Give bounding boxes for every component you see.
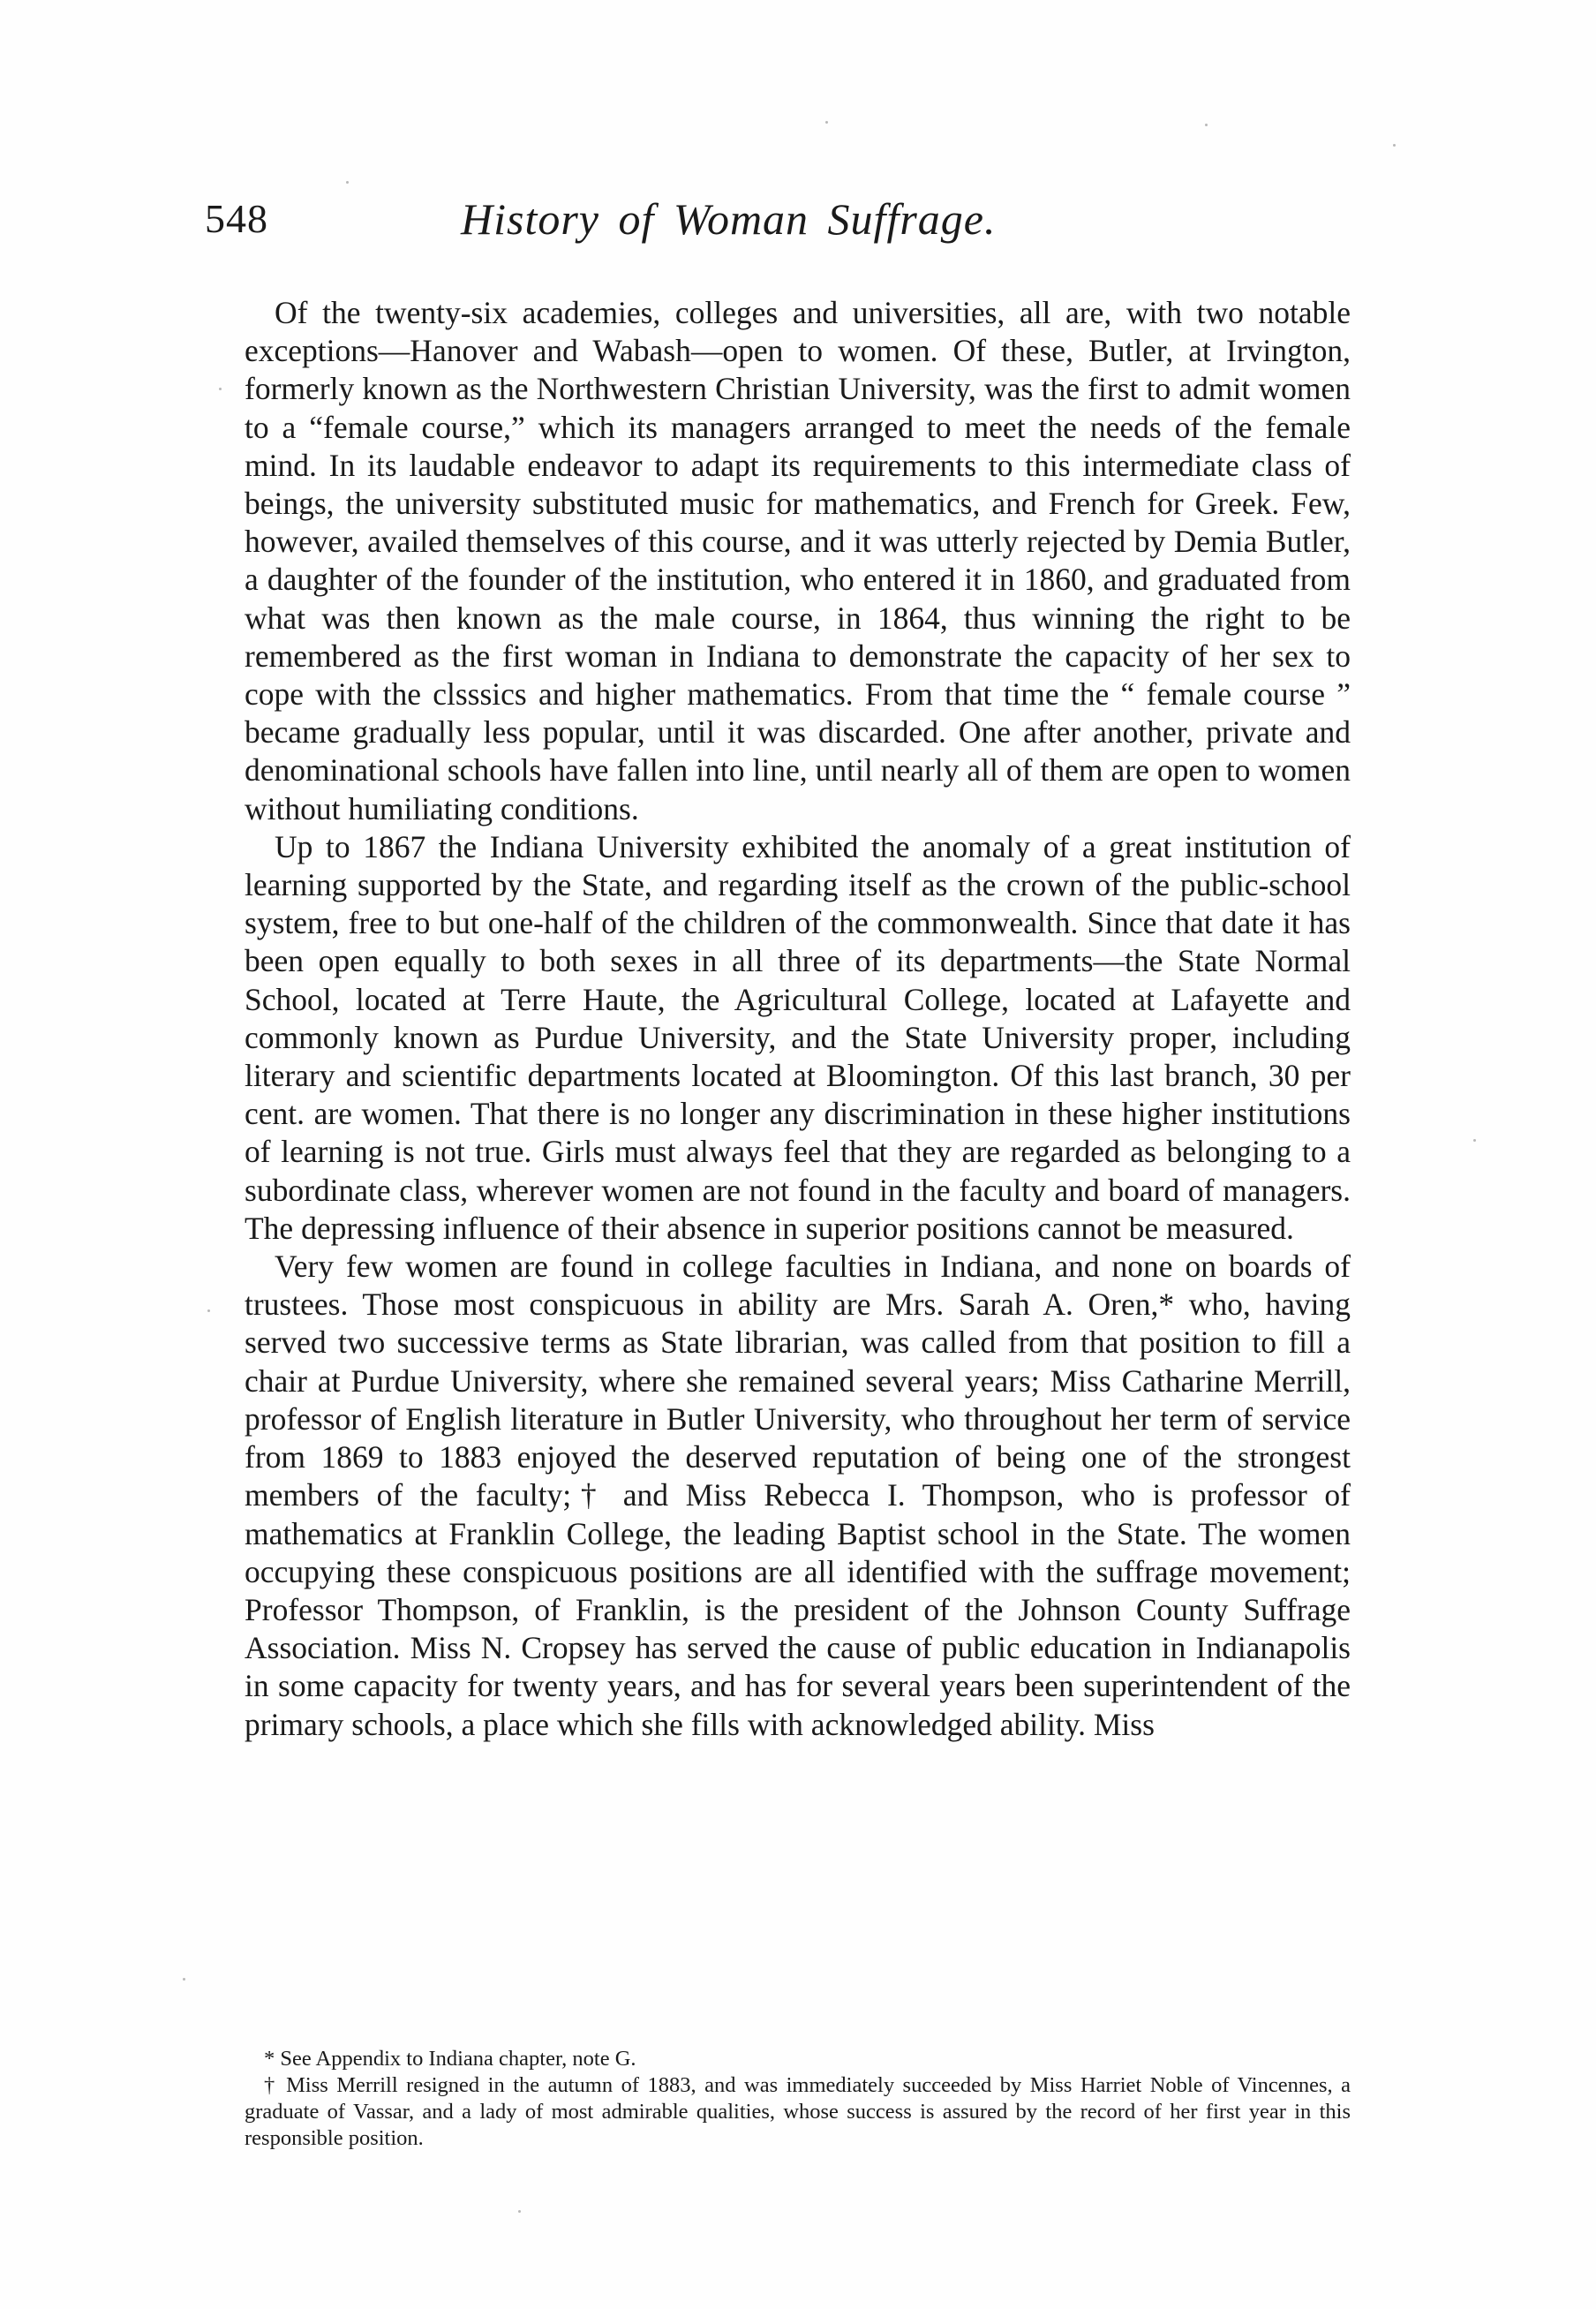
paper-speck (1473, 1139, 1476, 1142)
paper-speck (1205, 124, 1208, 126)
paper-speck (1393, 144, 1396, 147)
footnote-merrill: † Miss Merrill resigned in the autumn of 1883, and was immediately succeeded by Miss Harriet Noble of Vincennes, a graduate of Vassar, and a lady of most admirable qualities, whose success is assured by the record of her first year in this responsible position. (245, 2073, 1351, 2150)
paper-speck (346, 181, 349, 184)
running-title: History of Woman Suffrage. (461, 194, 997, 244)
paper-speck (825, 121, 828, 124)
footnote-appendix: * See Appendix to Indiana chapter, note G. (264, 2047, 636, 2071)
paper-speck (518, 2210, 521, 2213)
paragraph-academies: Of the twenty-six academies, colleges and universities, all are, with two notable exceptions—Hanover and Wabash—open to women. Of these, Butler, at Irvington, formerly known as the Northwestern Christian University, was the first to admit women to a “female course,” which its managers arranged to meet the needs of the female mind. In its laudable endeavor to adapt its requirements to this intermediate class of beings, the university substituted music for mathematics, and French for Greek. Few, however, availed themselves of this course, and it was utterly rejected by Demia Butler, a daughter of the founder of the institution, who entered it in 1860, and graduated from what was then known as the male course, in 1864, thus winning the right to be remembered as the first woman in Indiana to demonstrate the capacity of her sex to cope with the clsssics and higher mathematics. From that time the “ female course ” became gradually less popular, until it was discarded. One after another, private and denominational schools have fallen into line, until nearly all of them are open to women without humiliating conditions. (245, 295, 1351, 826)
paper-speck (219, 388, 222, 390)
paragraph-indiana-university: Up to 1867 the Indiana University exhibited the anomaly of a great institution of learning supported by the State, and regarding itself as the crown of the public-school system, free to but one-half of the children of the commonwealth. Since that date it has been open equally to both sexes in all three of its departments—the State Normal School, located at Terre Haute, the Agricultural College, located at Lafayette and commonly known as Purdue University, and the State University proper, including literary and scientific departments located at Bloomington. Of this last branch, 30 per cent. are women. That there is no longer any discrimination in these higher institutions of learning is not true. Girls must always feel that they are regarded as belonging to a subordinate class, wherever women are not found in the faculty and board of managers. The depressing influence of their absence in superior positions cannot be measured. (245, 828, 1351, 1246)
paper-speck (207, 1309, 210, 1312)
body-text (245, 294, 1351, 1744)
footnotes (245, 2046, 1351, 2152)
page-number: 548 (205, 196, 268, 241)
page-header (205, 192, 1352, 263)
paragraph-women-faculty: Very few women are found in college faculties in Indiana, and none on boards of trustees. Those most conspicuous in ability are Mrs. Sarah A. Oren,* who, having served two successive terms as State librarian, was called from that position to fill a chair at Purdue University, where she remained several years; Miss Catharine Merrill, professor of English literature in Butler University, who throughout her term of service from 1869 to 1883 enjoyed the deserved reputation of being one of the strongest members of the faculty;† and Miss Rebecca I. Thompson, who is professor of mathematics at Franklin College, the leading Baptist school in the State. The women occupying these conspicuous positions are all identified with the suffrage movement; Professor Thompson, of Franklin, is the president of the Johnson County Suffrage Association. Miss N. Cropsey has served the cause of public education in Indianapolis in some capacity for twenty years, and has for several years been superintendent of the primary schools, a place which she fills with acknowledged ability. Miss (245, 1249, 1351, 1742)
paper-speck (183, 1978, 185, 1981)
